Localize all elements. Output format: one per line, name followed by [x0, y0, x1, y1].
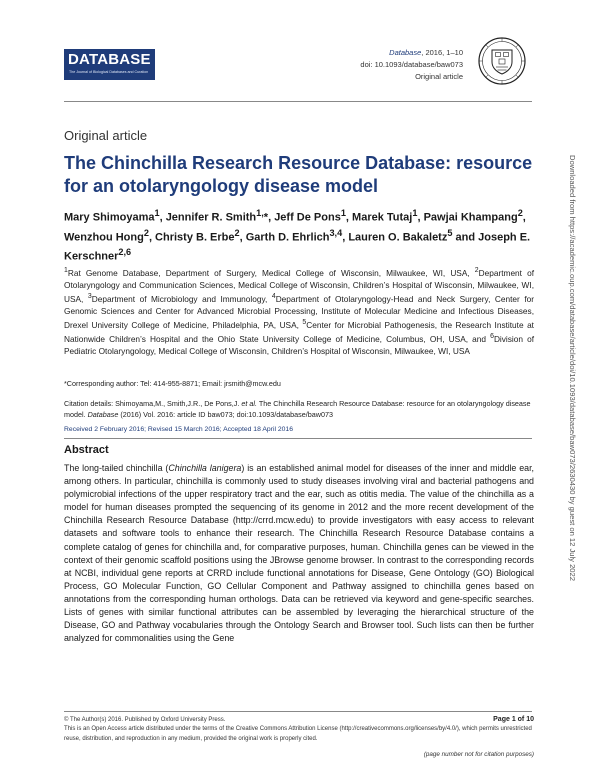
journal-logo[interactable] [64, 49, 155, 80]
abstract-divider [64, 438, 532, 439]
header-article-type: Original article [415, 72, 463, 81]
download-stamp: Downloaded from https://academic.oup.com/database/article/doi/10.1093/database/baw073/2630430 by guest on 12 July 2022 [568, 155, 577, 581]
received-dates: Received 2 February 2016; Revised 15 March 2016; Accepted 18 April 2016 [64, 426, 293, 433]
abstract-text: The long-tailed chinchilla (Chinchilla lanigera) is an established animal model for diseases of the inner and middle ear, among others. In particular, chinchilla is commonly used to study diseases involving viral and bacterial pathogens and polymicrobial infections of the upper respiratory tract and the ear, such as otitis media. The value of the chinchilla as a model for human diseases prompted the sequencing of its genome in 2012 and the more recent development of the Chinchilla Research Resource Database (http://crrd.mcw.edu) to provide investigators with easy access to relevant datasets and software tools to enhance their research. The Chinchilla Research Resource Database contains a complete catalog of genes for chinchilla and, for comparative purposes, human. Chinchilla genes can be viewed in the context of their genomic scaffold positions using the JBrowse genome browser. In contrast to the corresponding records at NCBI, individual gene reports at CRRD include functional annotations for Disease, Gene Ontology (GO) Biological Process, GO Molecular Function, GO Cellular Component and Pathway assigned to chinchilla genes based on annotations from the corresponding human orthologs. Data can be retrieved via keyword and gene-specific searches. Lists of genes with similar functional attributes can be assembled by leveraging the hierarchical structure of the Disease, GO and Pathway vocabularies through the Ontology Search and Browser tool. Such lists can then be further analyzed for commonalities using the Gene [64, 463, 534, 644]
journal-name: Database [389, 48, 422, 57]
journal-year-pages: , 2016, 1–10 [421, 48, 463, 57]
license-notice: © The Author(s) 2016. Published by Oxford University Press. This is an Open Access article distributed under the terms of the Creative Commons Attribution License (http://creativecommons.org/licenses/by/4.0/), which permits unrestricted reuse, distribution, and reproduction in any medium, provided the original work is properly cited. [64, 717, 532, 742]
citation-details: Citation details: Shimoyama,M., Smith,J.R., De Pons,J. et al. The Chinchilla Research Resource Database: resource for an otolaryngology disease model. Database (2016) Vol. 2016: article ID baw073; doi:10.1093/database/baw073 [64, 399, 531, 419]
logo-tagline: The Journal of Biological Databases and Curation [69, 70, 149, 74]
abstract-heading: Abstract [64, 444, 109, 456]
logo-wordmark: DATABASE [68, 51, 151, 68]
journal-meta [360, 47, 463, 83]
affiliations: $^1$Rat Genome Database, Department of Surgery, Medical College of Wisconsin, Milwaukee, WI, USA, $^2$Department of Otolaryngology and Communication Sciences, Medical College of Wisconsin, Children’s Hospital of Wisconsin, Milwaukee, WI, USA, $^3$Department of Microbiology and Immunology, $^4$Department of Otolaryngology-Head and Neck Surgery, Center for Genomic Sciences and Center for Advanced Microbial Processing, Institute of Molecular Medicine and Infectious Diseases, Drexel University College of Medicine, Philadelphia, PA, USA, $^5$Center for Microbial Pathogenesis, the Research Institute at Nationwide Children’s Hospital and the Ohio State University College of Medicine, Columbus, OH, USA, and $^6$Division of Pediatric Otolaryngology, Medical College of Wisconsin, Children’s Hospital of Wisconsin, Milwaukee, WI, USA [64, 267, 535, 357]
header-divider [64, 101, 532, 102]
article-title: The Chinchilla Research Resource Database: resource for an otolaryngology disease model [64, 153, 533, 196]
page-number: Page 1 of 10 [493, 716, 534, 723]
journal-doi[interactable]: doi: 10.1093/database/baw073 [360, 60, 463, 69]
corresponding-author: *Corresponding author: Tel: 414-955-8871; Email: jrsmith@mcw.edu [64, 379, 281, 388]
journal-citation-line [360, 47, 463, 59]
article-type-label: Original article [64, 128, 148, 143]
page-number-note: (page number not for citation purposes) [423, 751, 534, 758]
oxford-seal-icon [478, 37, 526, 85]
author-list: Mary Shimoyama$^1$, Jennifer R. Smith$^{1,}$*, Jeff De Pons$^1$, Marek Tutaj$^1$, Pawjai Khampang$^2$, Wenzhou Hong$^2$, Christy B. Erbe$^2$, Garth D. Ehrlich$^{3,4}$, Lauren O. Bakaletz$^5$ and Joseph E. Kerschner$^{2,6}$ [64, 208, 531, 263]
footer-divider [64, 711, 532, 712]
